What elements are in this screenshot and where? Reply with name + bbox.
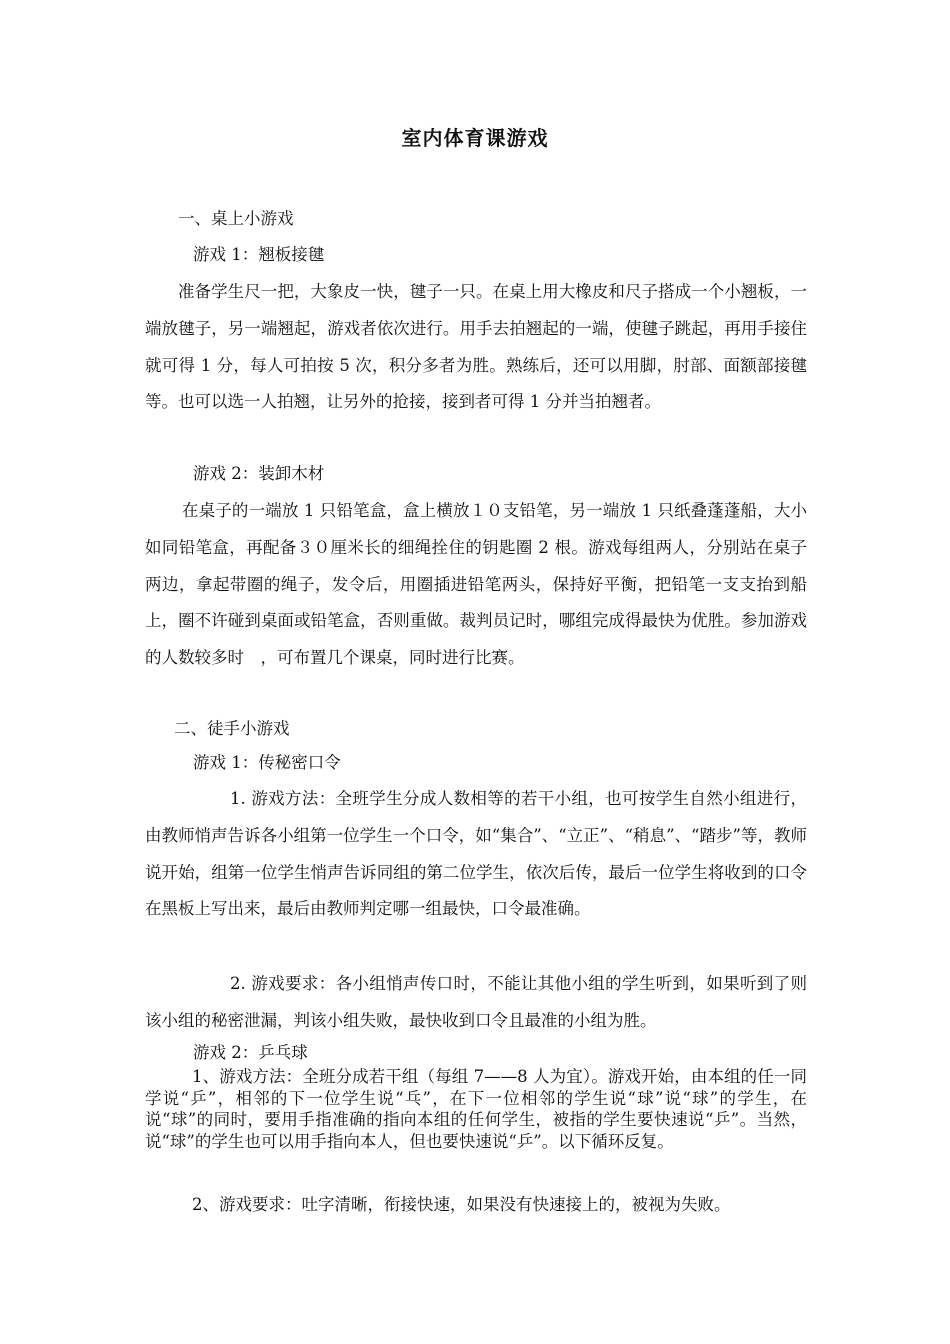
game-heading-ping-pong: 游戏 2：乒乓球 — [193, 1043, 308, 1062]
game-heading-secret-password: 游戏 1：传秘密口令 — [193, 753, 341, 772]
section-heading-bare-hand-games: 二、徒手小游戏 — [174, 719, 290, 738]
paragraph-seesaw-shuttlecock: 准备学生尺一把，大象皮一快，毽子一只。在桌上用大橡皮和尺子搭成一个小翘板，一端放毽子，另一端翘起，游戏者依次进行。用手去拍翘起的一端，使毽子跳起，再用手接住就可得 1 分，每人可拍按 5 次，积分多者为胜。熟练后，还可以用脚，肘部、面额部接毽等。也可以选一人拍翘，让另外的抢接，接到者可得 1 分并当拍翘者。 — [145, 282, 807, 412]
paragraph-secret-password-method: 1. 游戏方法：全班学生分成人数相等的若干小组，也可按学生自然小组进行，由教师悄声告诉各小组第一位学生一个口令，如“集合”、“立正”、“稍息”、“踏步”等，教师说开始，组第一位学生悄声告诉同组的第二位学生，依次后传，最后一位学生将收到的口令在黑板上写出来，最后由教师判定哪一组最快，口令最准确。 — [145, 789, 807, 919]
paragraph-ping-pong-rules: 2、游戏要求：吐字清晰，衔接快速，如果没有快速接上的，被视为失败。 — [192, 1195, 731, 1214]
page-title: 室内体育课游戏 — [401, 126, 549, 150]
paragraph-secret-password-rules: 2. 游戏要求：各小组悄声传口时，不能让其他小组的学生听到，如果听到了则该小组的秘密泄漏，判该小组失败，最快收到口令且最准的小组为胜。 — [145, 974, 807, 1030]
section-heading-desk-games: 一、桌上小游戏 — [178, 209, 294, 228]
paragraph-ping-pong-method: 1、游戏方法：全班分成若干组（每组 7——8 人为宜）。游戏开始，由本组的任一同学说“乒”，相邻的下一位学生说“乓”，在下一位相邻的学生说“球”说“球”的学生，在说“球”的同时，要用手指准确的指向本组的任何学生，被指的学生要快速说“乒”。当然，说“球”的学生也可以用手指向本人，但也要快速说“乒”。以下循环反复。 — [145, 1067, 807, 1151]
game-heading-seesaw-shuttlecock: 游戏 1：翘板接毽 — [193, 245, 325, 264]
game-heading-load-timber: 游戏 2：装卸木材 — [193, 464, 325, 483]
paragraph-load-timber: 在桌子的一端放 1 只铅笔盒，盒上横放１０支铅笔，另一端放 1 只纸叠蓬蓬船，大小如同铅笔盒，再配备３０厘米长的细绳拴住的钥匙圈 2 根。游戏每组两人，分别站在桌子两边，拿起带圈的绳子，发令后，用圈插进铅笔两头，保持好平衡，把铅笔一支支抬到船上，圈不许碰到桌面或铅笔盒，否则重做。裁判员记时，哪组完成得最快为优胜。参加游戏的人数较多时 ，可布置几个课桌，同时进行比赛。 — [145, 501, 807, 668]
